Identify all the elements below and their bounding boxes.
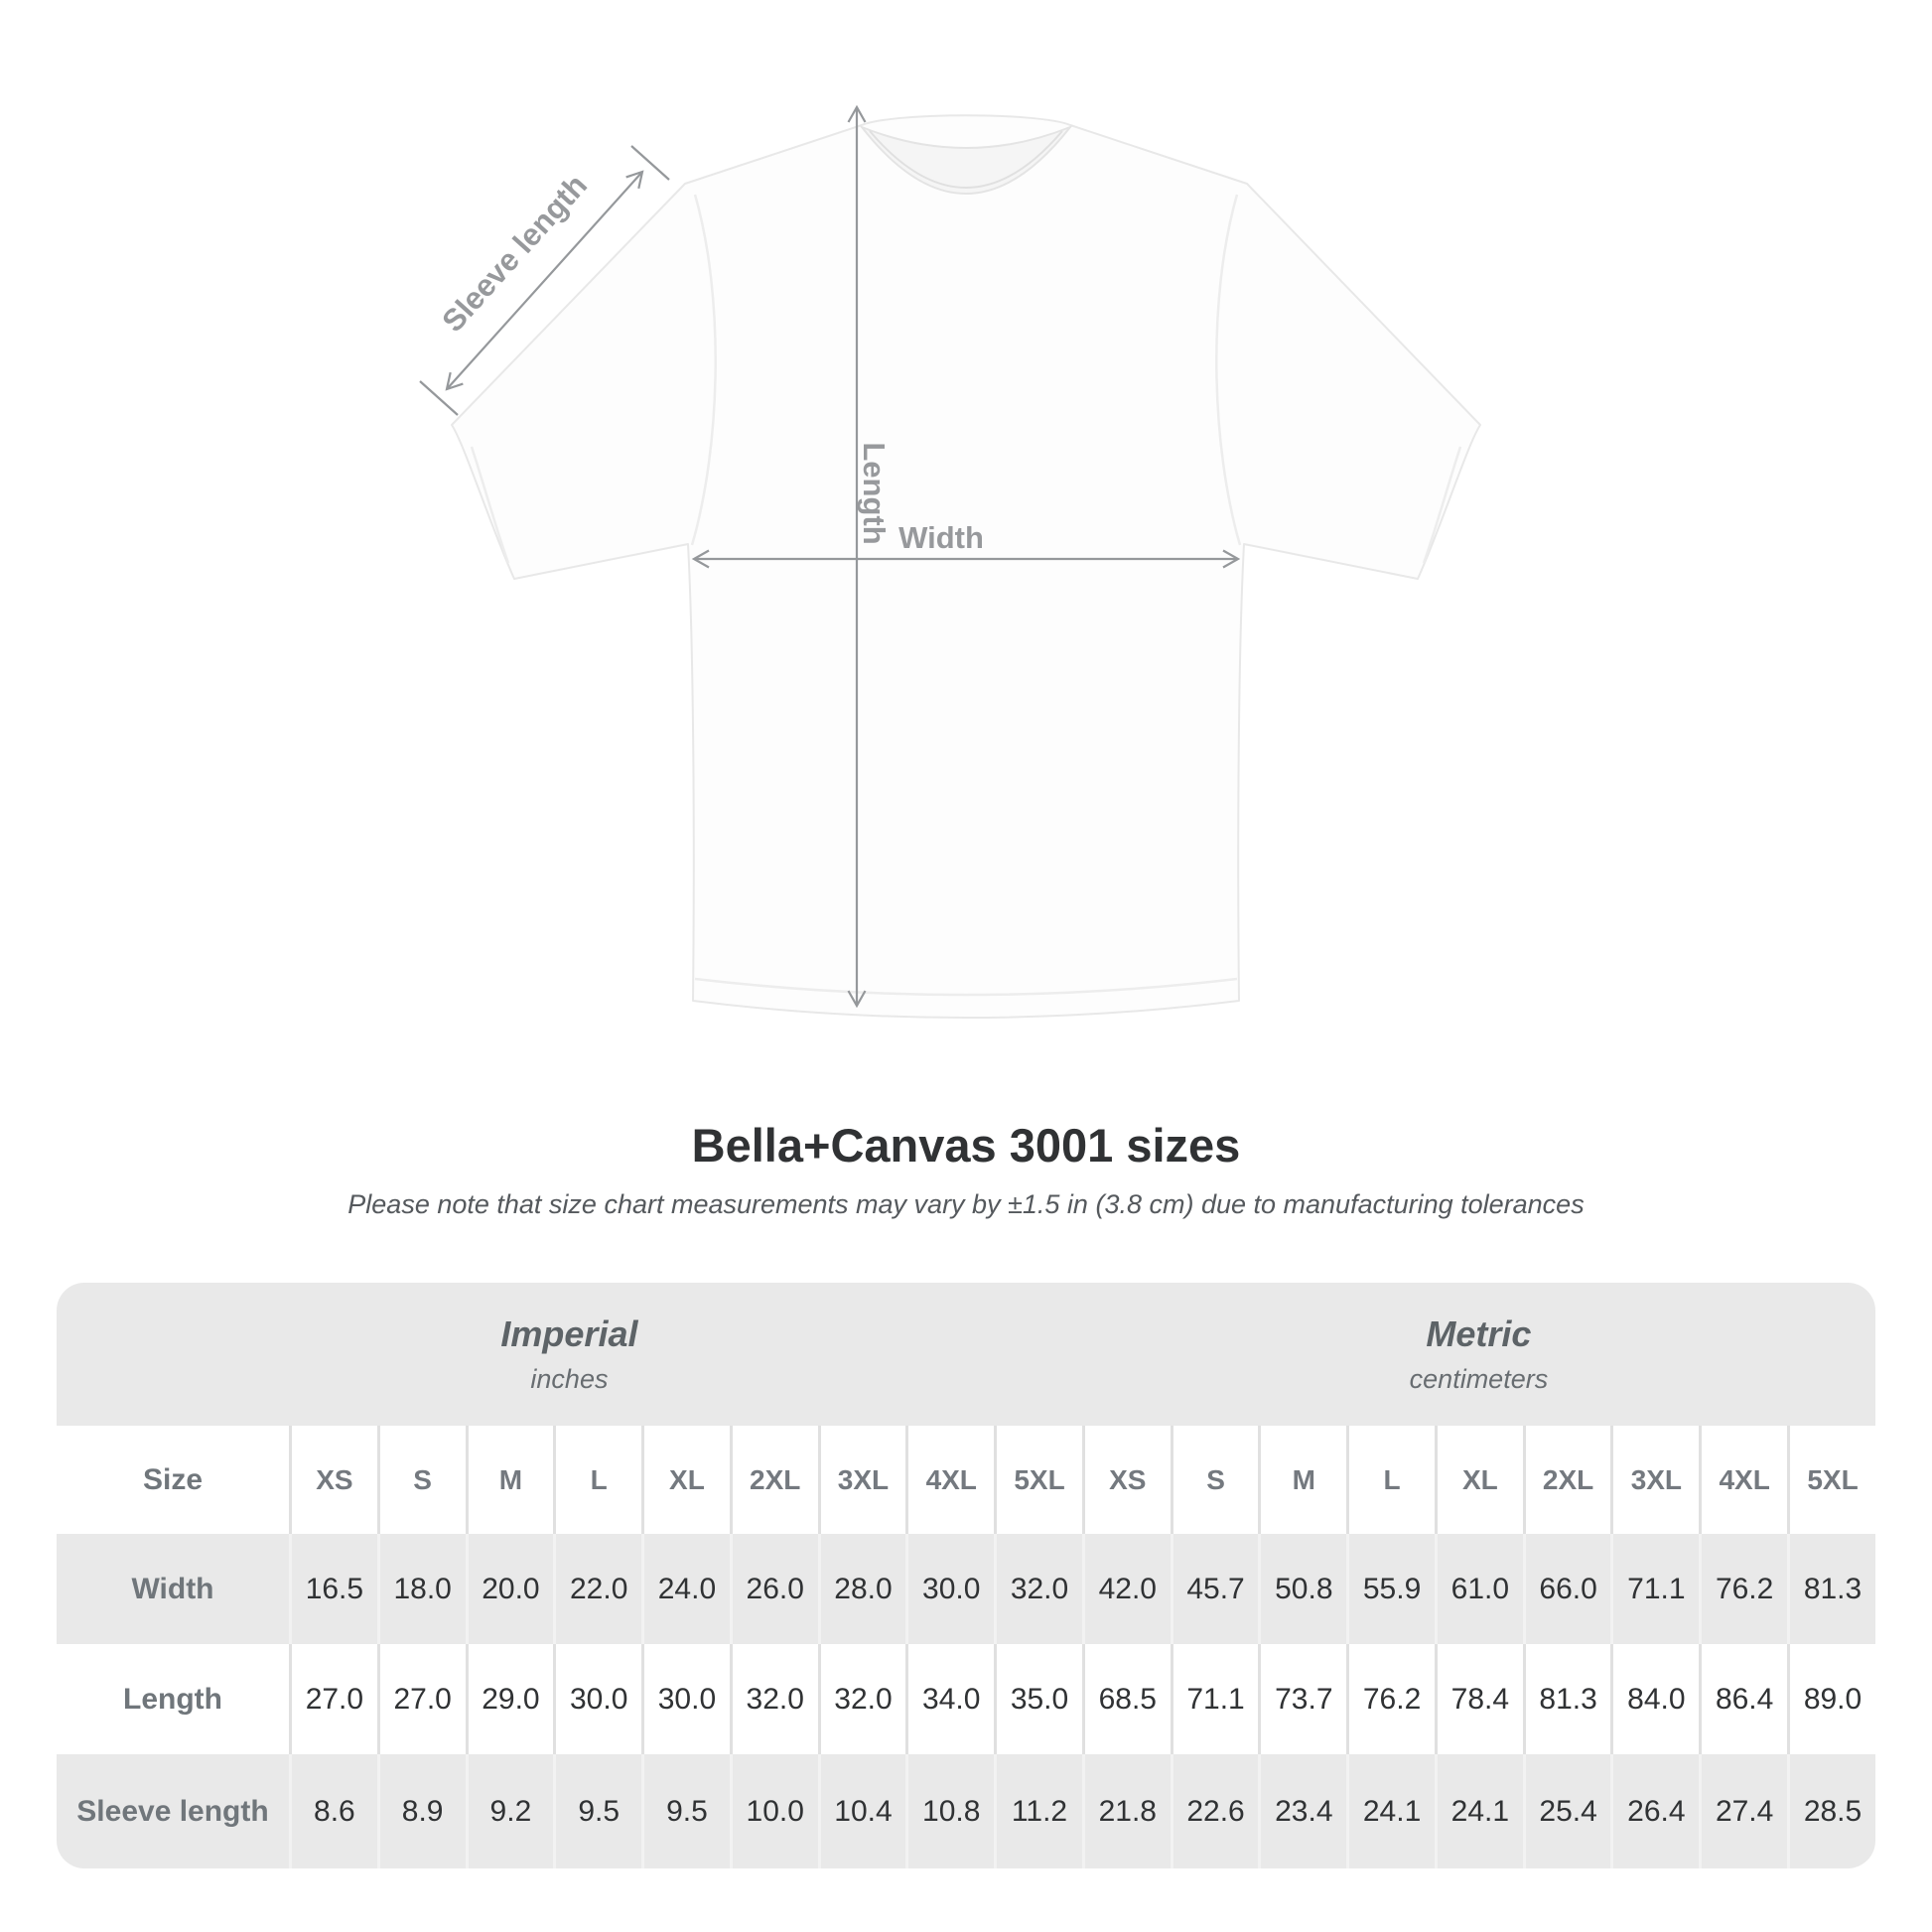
size-col-header: 2XL: [1523, 1426, 1611, 1534]
measurement-cell: 29.0: [466, 1644, 554, 1754]
measurement-cell: 27.4: [1699, 1754, 1787, 1868]
measurement-cell: 10.8: [905, 1754, 994, 1868]
size-col-header: 5XL: [1787, 1426, 1875, 1534]
size-col-header: S: [377, 1426, 466, 1534]
measurement-cell: 26.0: [730, 1534, 818, 1644]
row-label: Sleeve length: [57, 1754, 289, 1868]
tshirt-graphic: [452, 115, 1480, 1018]
measurement-cell: 30.0: [641, 1644, 730, 1754]
sleeve-length-label: Sleeve length: [435, 168, 595, 339]
size-col-header: M: [466, 1426, 554, 1534]
size-col-header: 3XL: [818, 1426, 906, 1534]
measurement-cell: 45.7: [1171, 1534, 1259, 1644]
metric-group-name: Metric: [1426, 1312, 1532, 1354]
row-label: Width: [57, 1534, 289, 1644]
size-table-grid: [57, 1283, 1875, 1868]
measurement-cell: 55.9: [1346, 1534, 1435, 1644]
measurement-cell: 10.4: [818, 1754, 906, 1868]
width-label: Width: [898, 520, 984, 555]
measurement-cell: 86.4: [1699, 1644, 1787, 1754]
measurement-cell: 16.5: [289, 1534, 377, 1644]
measurement-cell: 28.0: [818, 1534, 906, 1644]
measurement-cell: 24.1: [1346, 1754, 1435, 1868]
sleeve-length-row: [57, 1754, 1875, 1868]
measurement-cell: 81.3: [1787, 1534, 1875, 1644]
measurement-cell: 30.0: [553, 1644, 641, 1754]
measurement-cell: 18.0: [377, 1534, 466, 1644]
page-title: Bella+Canvas 3001 sizes: [691, 1119, 1241, 1172]
measurement-cell: 50.8: [1258, 1534, 1346, 1644]
measurement-cell: 32.0: [818, 1644, 906, 1754]
sleeve-arrow-start-tick: [420, 381, 458, 415]
measurement-cell: 76.2: [1699, 1534, 1787, 1644]
measurement-cell: 21.8: [1082, 1754, 1171, 1868]
size-col-header: M: [1258, 1426, 1346, 1534]
imperial-group-unit: inches: [530, 1364, 609, 1395]
measurement-cell: 76.2: [1346, 1644, 1435, 1754]
measurement-cell: 25.4: [1523, 1754, 1611, 1868]
measurement-cell: 8.9: [377, 1754, 466, 1868]
size-col-header: 4XL: [1699, 1426, 1787, 1534]
size-header-row: [57, 1426, 1875, 1534]
tshirt-body: [452, 115, 1480, 1018]
measurement-cell: 42.0: [1082, 1534, 1171, 1644]
measurement-cell: 24.1: [1435, 1754, 1523, 1868]
size-col-header: 2XL: [730, 1426, 818, 1534]
size-col-header: XS: [1082, 1426, 1171, 1534]
measurement-cell: 68.5: [1082, 1644, 1171, 1754]
measurement-cell: 71.1: [1171, 1644, 1259, 1754]
measurement-cell: 22.6: [1171, 1754, 1259, 1868]
measurement-cell: 35.0: [994, 1644, 1082, 1754]
size-col-header: L: [1346, 1426, 1435, 1534]
measurement-cell: 28.5: [1787, 1754, 1875, 1868]
length-label: Length: [857, 442, 892, 545]
sleeve-arrow-end-tick: [631, 146, 669, 180]
measurement-cell: 27.0: [377, 1644, 466, 1754]
size-col-header: L: [553, 1426, 641, 1534]
size-row-label: Size: [57, 1426, 289, 1534]
measurement-cell: 81.3: [1523, 1644, 1611, 1754]
size-col-header: XL: [1435, 1426, 1523, 1534]
metric-group-unit: centimeters: [1409, 1364, 1549, 1395]
measurement-cell: 71.1: [1610, 1534, 1699, 1644]
unit-group-row: [57, 1283, 1875, 1426]
imperial-group-header: [57, 1283, 1082, 1426]
measurement-cell: 32.0: [994, 1534, 1082, 1644]
measurement-cell: 24.0: [641, 1534, 730, 1644]
measurement-cell: 66.0: [1523, 1534, 1611, 1644]
measurement-cell: 26.4: [1610, 1754, 1699, 1868]
size-table: [57, 1283, 1875, 1868]
row-label: Length: [57, 1644, 289, 1754]
measurement-cell: 84.0: [1610, 1644, 1699, 1754]
measurement-cell: 20.0: [466, 1534, 554, 1644]
measurement-cell: 9.2: [466, 1754, 554, 1868]
imperial-group-name: Imperial: [500, 1312, 638, 1354]
measurement-cell: 78.4: [1435, 1644, 1523, 1754]
measurement-cell: 89.0: [1787, 1644, 1875, 1754]
measurement-cell: 32.0: [730, 1644, 818, 1754]
metric-group-header: [1082, 1283, 1875, 1426]
width-row: [57, 1534, 1875, 1644]
size-col-header: 4XL: [905, 1426, 994, 1534]
measurement-cell: 23.4: [1258, 1754, 1346, 1868]
size-col-header: 5XL: [994, 1426, 1082, 1534]
size-col-header: S: [1171, 1426, 1259, 1534]
measurement-cell: 9.5: [641, 1754, 730, 1868]
measurement-cell: 27.0: [289, 1644, 377, 1754]
size-col-header: 3XL: [1610, 1426, 1699, 1534]
size-col-header: XS: [289, 1426, 377, 1534]
measurement-cell: 11.2: [994, 1754, 1082, 1868]
measurement-cell: 10.0: [730, 1754, 818, 1868]
measurement-cell: 73.7: [1258, 1644, 1346, 1754]
measurement-cell: 34.0: [905, 1644, 994, 1754]
measurement-cell: 61.0: [1435, 1534, 1523, 1644]
measurement-cell: 30.0: [905, 1534, 994, 1644]
page-subtitle: Please note that size chart measurements may vary by ±1.5 in (3.8 cm) due to manufacturing tolerances: [347, 1189, 1585, 1219]
measurement-cell: 8.6: [289, 1754, 377, 1868]
measurement-cell: 9.5: [553, 1754, 641, 1868]
length-row: [57, 1644, 1875, 1754]
measurement-cell: 22.0: [553, 1534, 641, 1644]
size-col-header: XL: [641, 1426, 730, 1534]
